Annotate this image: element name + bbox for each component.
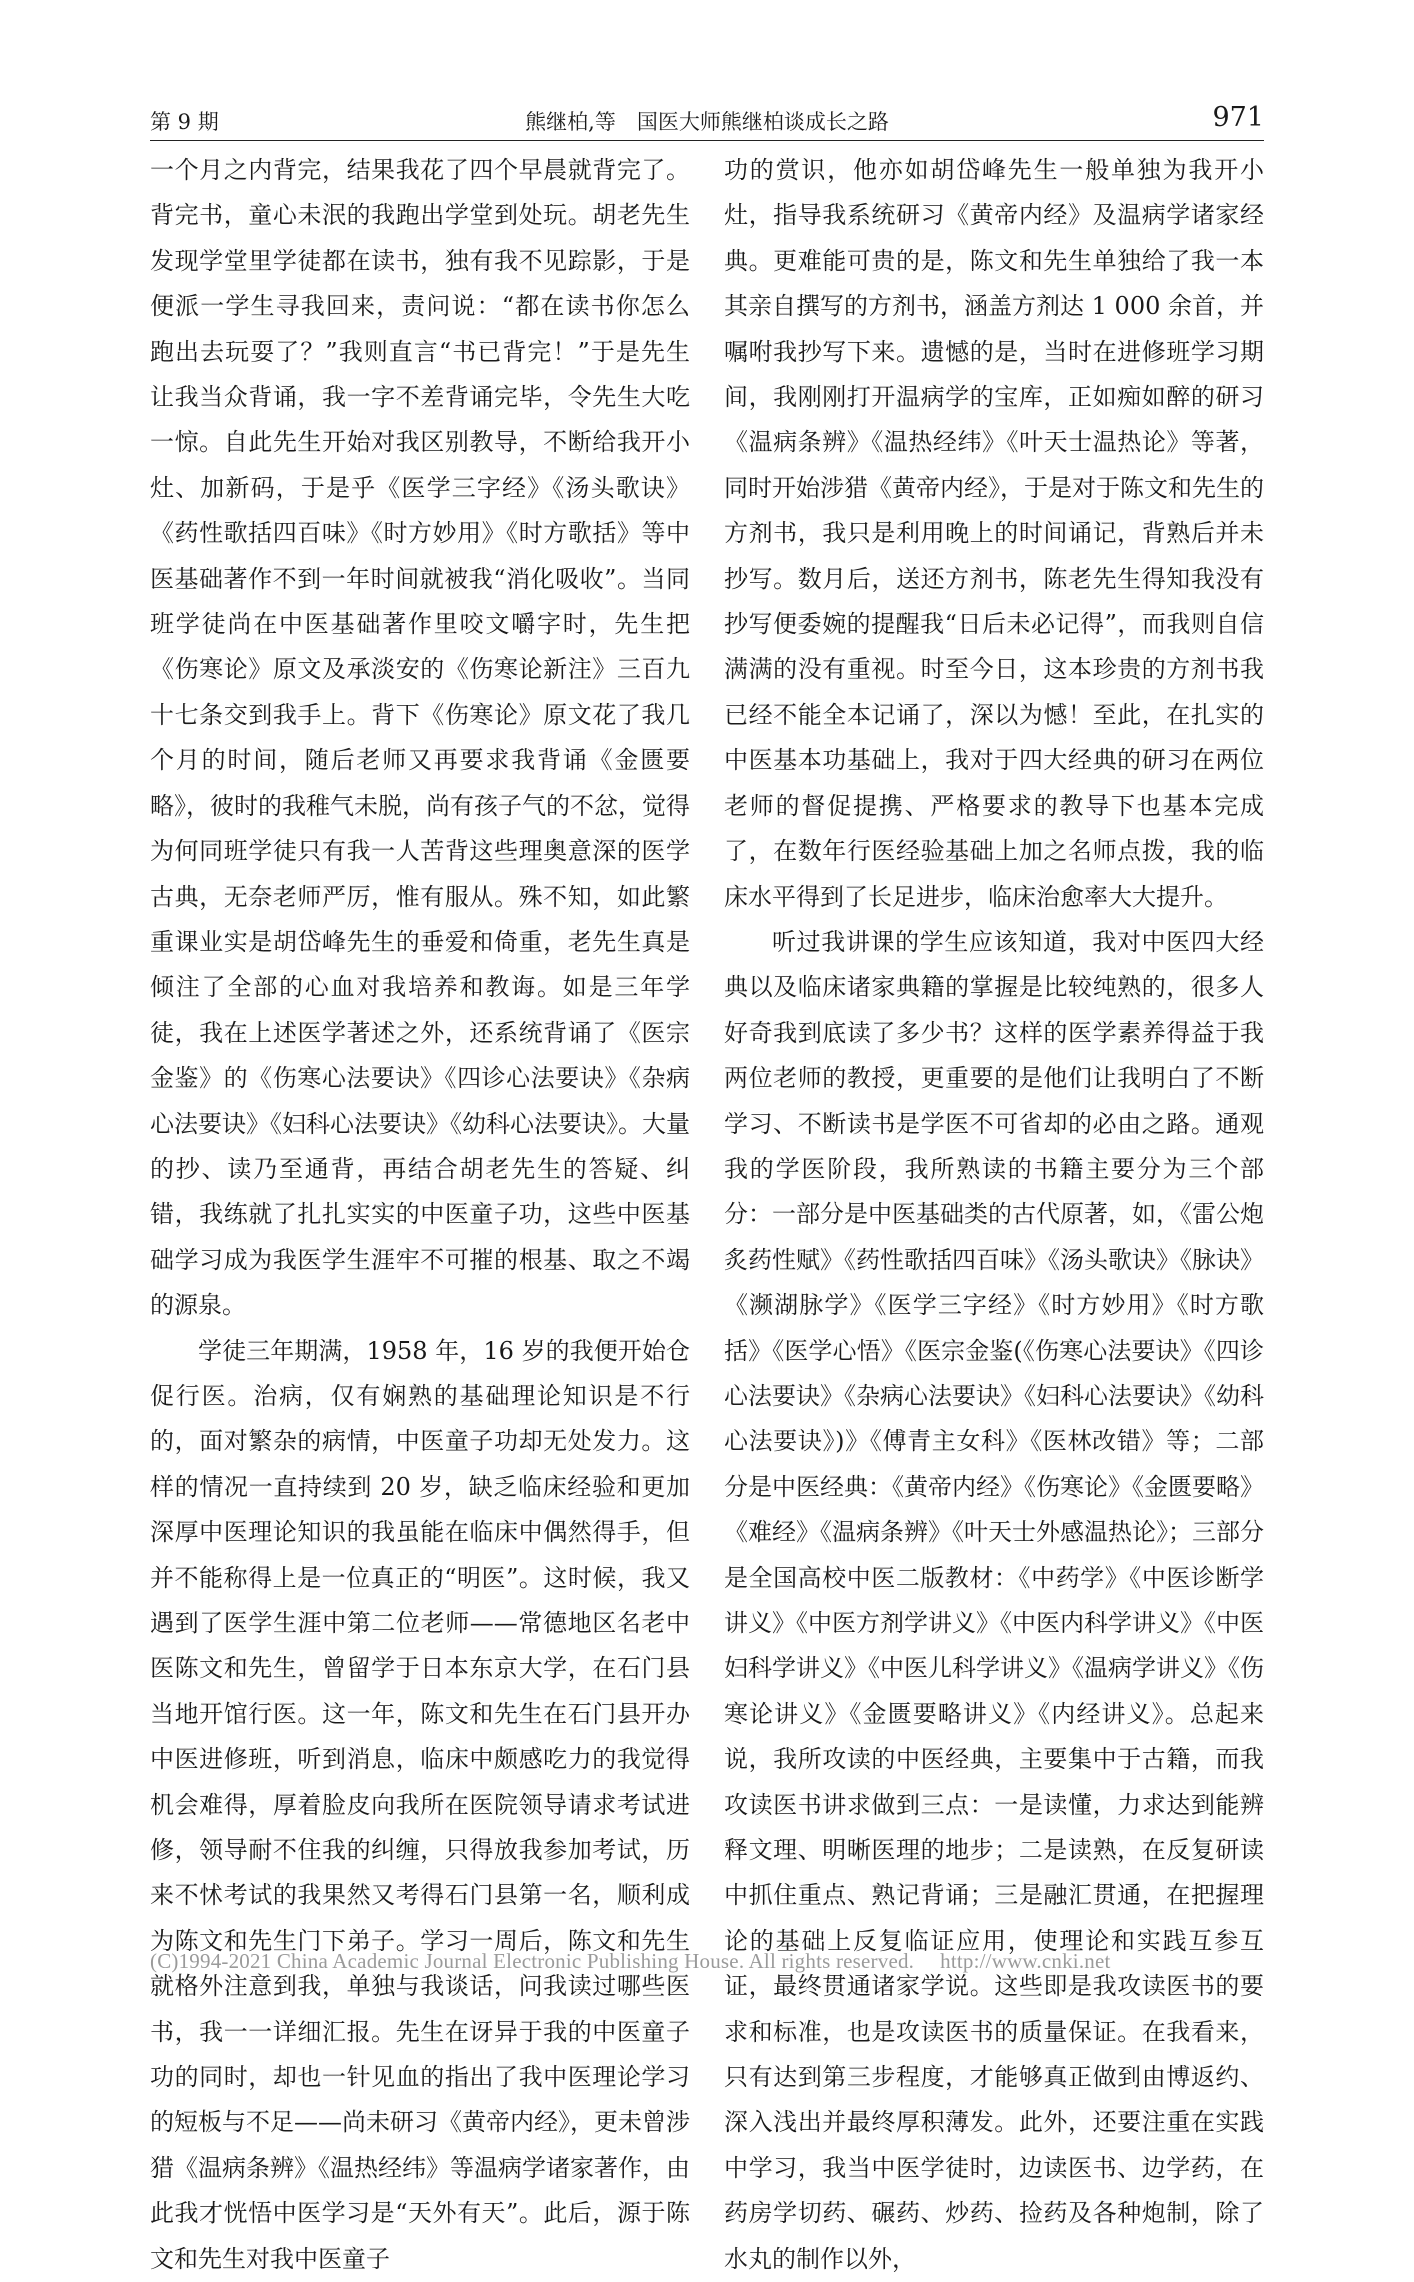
paragraph: 一个月之内背完，结果我花了四个早晨就背完了。背完书，童心未泯的我跑出学堂到处玩。胡老先生发现学堂里学徒都在读书，独有我不见踪影，于是便派一学生寻我回来，责问说：“都在读书你怎么跑出去玩耍了？”我则直言“书已背完！”于是先生让我当众背诵，我一字不差背诵完毕，令先生大吃一惊。自此先生开始对我区别教导，不断给我开小灶、加新码，于是乎《医学三字经》《汤头歌诀》《药性歌括四百味》《时方妙用》《时方歌括》等中医基础著作不到一年时间就被我“消化吸收”。当同班学徒尚在中医基础著作里咬文嚼字时，先生把《伤寒论》原文及承淡安的《伤寒论新注》三百九十七条交到我手上。背下《伤寒论》原文花了我几个月的时间，随后老师又再要求我背诵《金匮要略》，彼时的我稚气未脱，尚有孩子气的不忿，觉得为何同班学徒只有我一人苦背这些理奥意深的医学古典，无奈老师严厉，惟有服从。殊不知，如此繁重课业实是胡岱峰先生的垂爱和倚重，老先生真是倾注了全部的心血对我培养和教诲。如是三年学徒，我在上述医学著述之外，还系统背诵了《医宗金鉴》的《伤寒心法要诀》《四诊心法要诀》《杂病心法要诀》《妇科心法要诀》《幼科心法要诀》。大量的抄、读乃至通背，再结合胡老先生的答疑、纠错，我练就了扎扎实实的中医童子功，这些中医基础学习成为我医学生涯牢不可摧的根基、取之不竭的源泉。: [150, 156, 690, 1320]
footer-url: http://www.cnki.net: [940, 1949, 1111, 1973]
paragraph: 功的赏识，他亦如胡岱峰先生一般单独为我开小灶，指导我系统研习《黄帝内经》及温病学诸家经典。更难能可贵的是，陈文和先生单独给了我一本其亲自撰写的方剂书，涵盖方剂达 1 000 余首，并嘱咐我抄写下来。遗憾的是，当时在进修班学习期间，我刚刚打开温病学的宝库，正如痴如醉的研习《温病条辨》《温热经纬》《叶天士温热论》等著，同时开始涉猎《黄帝内经》，于是对于陈文和先生的方剂书，我只是利用晚上的时间诵记，背熟后并未抄写。数月后，送还方剂书，陈老先生得知我没有抄写便委婉的提醒我“日后未必记得”，而我则自信满满的没有重视。时至今日，这本珍贵的方剂书我已经不能全本记诵了，深以为憾！至此，在扎实的中医基本功基础上，我对于四大经典的研习在两位老师的督促提携、严格要求的教导下也基本完成了，在数年行医经验基础上加之名师点拨，我的临床水平得到了长足进步，临床治愈率大大提升。: [724, 156, 1264, 911]
running-head: [150, 102, 1264, 136]
copyright-text: (C)1994-2021 China Academic Journal Electronic Publishing House. All rights reserved.: [150, 1949, 915, 1973]
running-title: 熊继柏,等 国医大师熊继柏谈成长之路: [525, 110, 889, 134]
paragraph: 学徒三年期满，1958 年，16 岁的我便开始仓促行医。治病，仅有娴熟的基础理论知识是不行的，面对繁杂的病情，中医童子功却无处发力。这样的情况一直持续到 20 岁，缺乏临床经验和更加深厚中医理论知识的我虽能在临床中偶然得手，但并不能称得上是一位真正的“明医”。这时候，我又遇到了医学生涯中第二位老师——常德地区名老中医陈文和先生，曾留学于日本东京大学，在石门县当地开馆行医。这一年，陈文和先生在石门县开办中医进修班，听到消息，临床中颇感吃力的我觉得机会难得，厚着脸皮向我所在医院领导请求考试进修，领导耐不住我的纠缠，只得放我参加考试，历来不怵考试的我果然又考得石门县第一名，顺利成为陈文和先生门下弟子。学习一周后，陈文和先生就格外注意到我，单独与我谈话，问我读过哪些医书，我一一详细汇报。先生在讶异于我的中医童子功的同时，却也一针见血的指出了我中医理论学习的短板与不足——尚未研习《黄帝内经》，更未曾涉猎《温病条辨》《温热经纬》等温病学诸家著作，由此我才恍悟中医学习是“天外有天”。此后，源于陈文和先生对我中医童子: [150, 1336, 690, 2273]
issue-number: 第 9 期: [150, 110, 219, 134]
header-rule: [150, 140, 1264, 141]
copyright-footer: [150, 1949, 1264, 1974]
paragraph: 听过我讲课的学生应该知道，我对中医四大经典以及临床诸家典籍的掌握是比较纯熟的，很多人好奇我到底读了多少书？这样的医学素养得益于我两位老师的教授，更重要的是他们让我明白了不断学习、不断读书是学医不可省却的必由之路。通观我的学医阶段，我所熟读的书籍主要分为三个部分：一部分是中医基础类的古代原著，如，《雷公炮炙药性赋》《药性歌括四百味》《汤头歌诀》《脉诀》《濒湖脉学》《医学三字经》《时方妙用》《时方歌括》《医学心悟》《医宗金鉴(《伤寒心法要诀》《四诊心法要诀》《杂病心法要诀》《妇科心法要诀》《幼科心法要诀》)》《傅青主女科》《医林改错》等；二部分是中医经典：《黄帝内经》《伤寒论》《金匮要略》《难经》《温病条辨》《叶天士外感温热论》；三部分是全国高校中医二版教材：《中药学》《中医诊断学讲义》《中医方剂学讲义》《中医内科学讲义》《中医妇科学讲义》《中医儿科学讲义》《温病学讲义》《伤寒论讲义》《金匮要略讲义》《内经讲义》。总起来说，我所攻读的中医经典，主要集中于古籍，而我攻读医书讲求做到三点：一是读懂，力求达到能辨释文理、明晰医理的地步；二是读熟，在反复研读中抓住重点、熟记背诵；三是融汇贯通，在把握理论的基础上反复临证应用，使理论和实践互参互证，最终贯通诸家学说。这些即是我攻读医书的要求和标准，也是攻读医书的质量保证。在我看来，只有达到第三步程度，才能够真正做到由博返约、深入浅出并最终厚积薄发。此外，还要注重在实践中学习，我当中医学徒时，边读医书、边学药，在药房学切药、碾药、炒药、捡药及各种炮制，除了水丸的制作以外，: [724, 927, 1264, 2273]
page-number: 971: [1212, 102, 1264, 133]
